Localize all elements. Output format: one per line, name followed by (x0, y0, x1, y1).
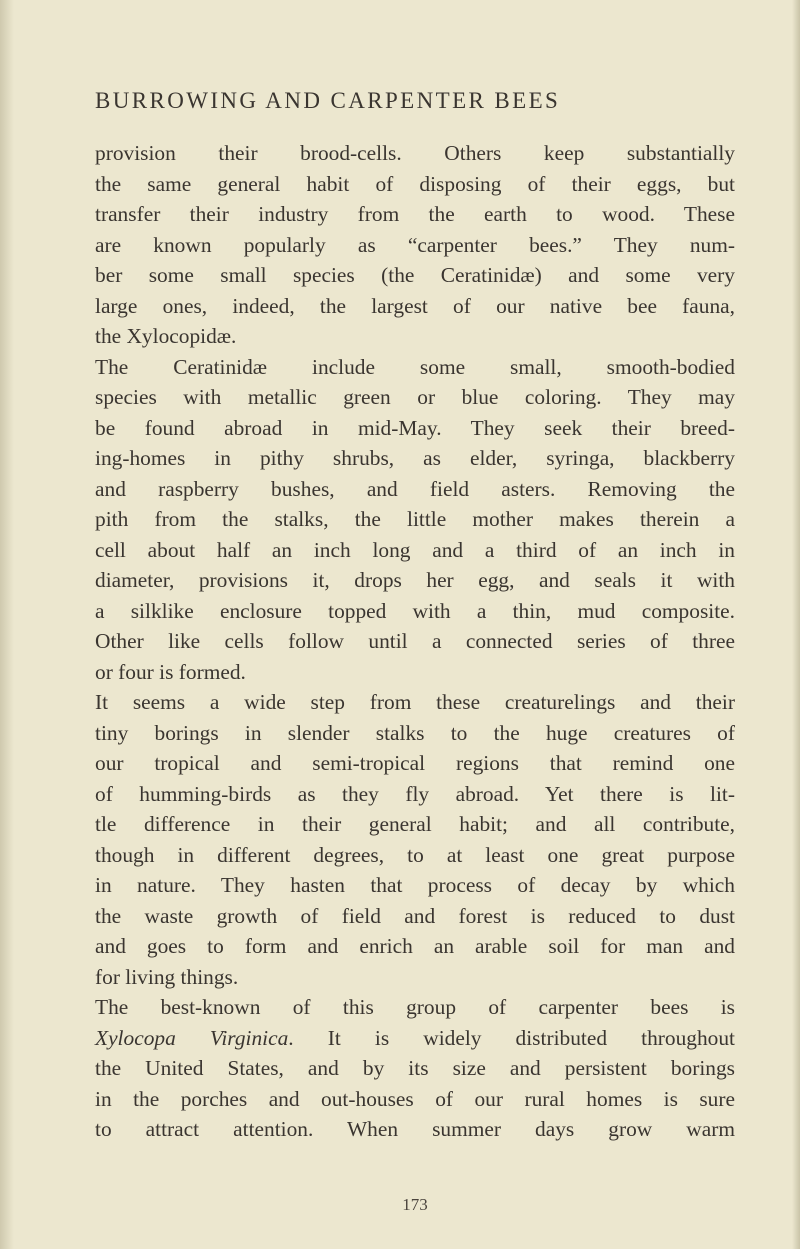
text-line: the Xylocopidæ. (95, 324, 237, 348)
text-line: and raspberry bushes, and field asters. Removing the (95, 476, 735, 501)
text-line: of humming-birds as they fly abroad. Yet there is lit- (95, 781, 735, 806)
text-line: ing-homes in pithy shrubs, as elder, syringa, blackberry (95, 446, 735, 470)
text-line: for living things. (95, 964, 239, 989)
text-line: species with metallic green or blue coloring. They may (95, 385, 735, 409)
text-line: the same general habit of disposing of their eggs, but (95, 171, 735, 196)
text-line: are known popularly as “carpenter bees.” They num- (95, 232, 735, 257)
text-line: transfer their industry from the earth to wood. These (95, 202, 735, 226)
text-line: be found abroad in mid-May. They seek their breed- (95, 415, 735, 440)
text-line: It seems a wide step from these creaturelings and their (95, 690, 735, 714)
body-text (95, 138, 735, 1145)
page-number: 173 (402, 1195, 428, 1214)
text-line: a silklike enclosure topped with a thin, mud composite. (95, 598, 735, 623)
text-line: our tropical and semi-tropical regions that remind one (95, 751, 735, 775)
text-line: The best-known of this group of carpenter bees is (95, 995, 735, 1019)
page-edge (792, 0, 800, 1249)
binding-shadow (0, 0, 14, 1249)
text-line: ber some small species (the Ceratinidæ) and some very (95, 263, 735, 287)
text-line: though in different degrees, to at least one great purpose (95, 842, 735, 867)
text-line: tle difference in their general habit; and all contribute, (95, 812, 735, 836)
text-line: or four is formed. (95, 659, 246, 684)
running-head: BURROWING AND CARPENTER BEES (95, 88, 561, 113)
text-line: the United States, and by its size and persistent borings (95, 1056, 735, 1080)
text-line: provision their brood-cells. Others keep substantially (95, 141, 735, 165)
text-line: cell about half an inch long and a third of an inch in (95, 537, 735, 562)
text-line: the waste growth of field and forest is reduced to dust (95, 903, 735, 928)
text-line: tiny borings in slender stalks to the huge creatures of (95, 720, 735, 745)
text-line: pith from the stalks, the little mother makes therein a (95, 507, 735, 531)
text-line: to attract attention. When summer days grow warm (95, 1117, 735, 1141)
text-line: in nature. They hasten that process of decay by which (95, 873, 735, 897)
text-line: Xylocopa Virginica. It is widely distributed throughout (95, 1025, 736, 1050)
text-line: and goes to form and enrich an arable soil for man and (95, 934, 735, 958)
text-line: The Ceratinidæ include some small, smooth-bodied (95, 354, 735, 379)
text-line: in the porches and out-houses of our rural homes is sure (95, 1086, 735, 1111)
text-line: Other like cells follow until a connected series of three (95, 629, 735, 653)
text-line: diameter, provisions it, drops her egg, and seals it with (95, 568, 735, 592)
text-line: large ones, indeed, the largest of our native bee fauna, (95, 293, 735, 318)
species-name: Xylocopa Virginica (95, 1025, 289, 1050)
